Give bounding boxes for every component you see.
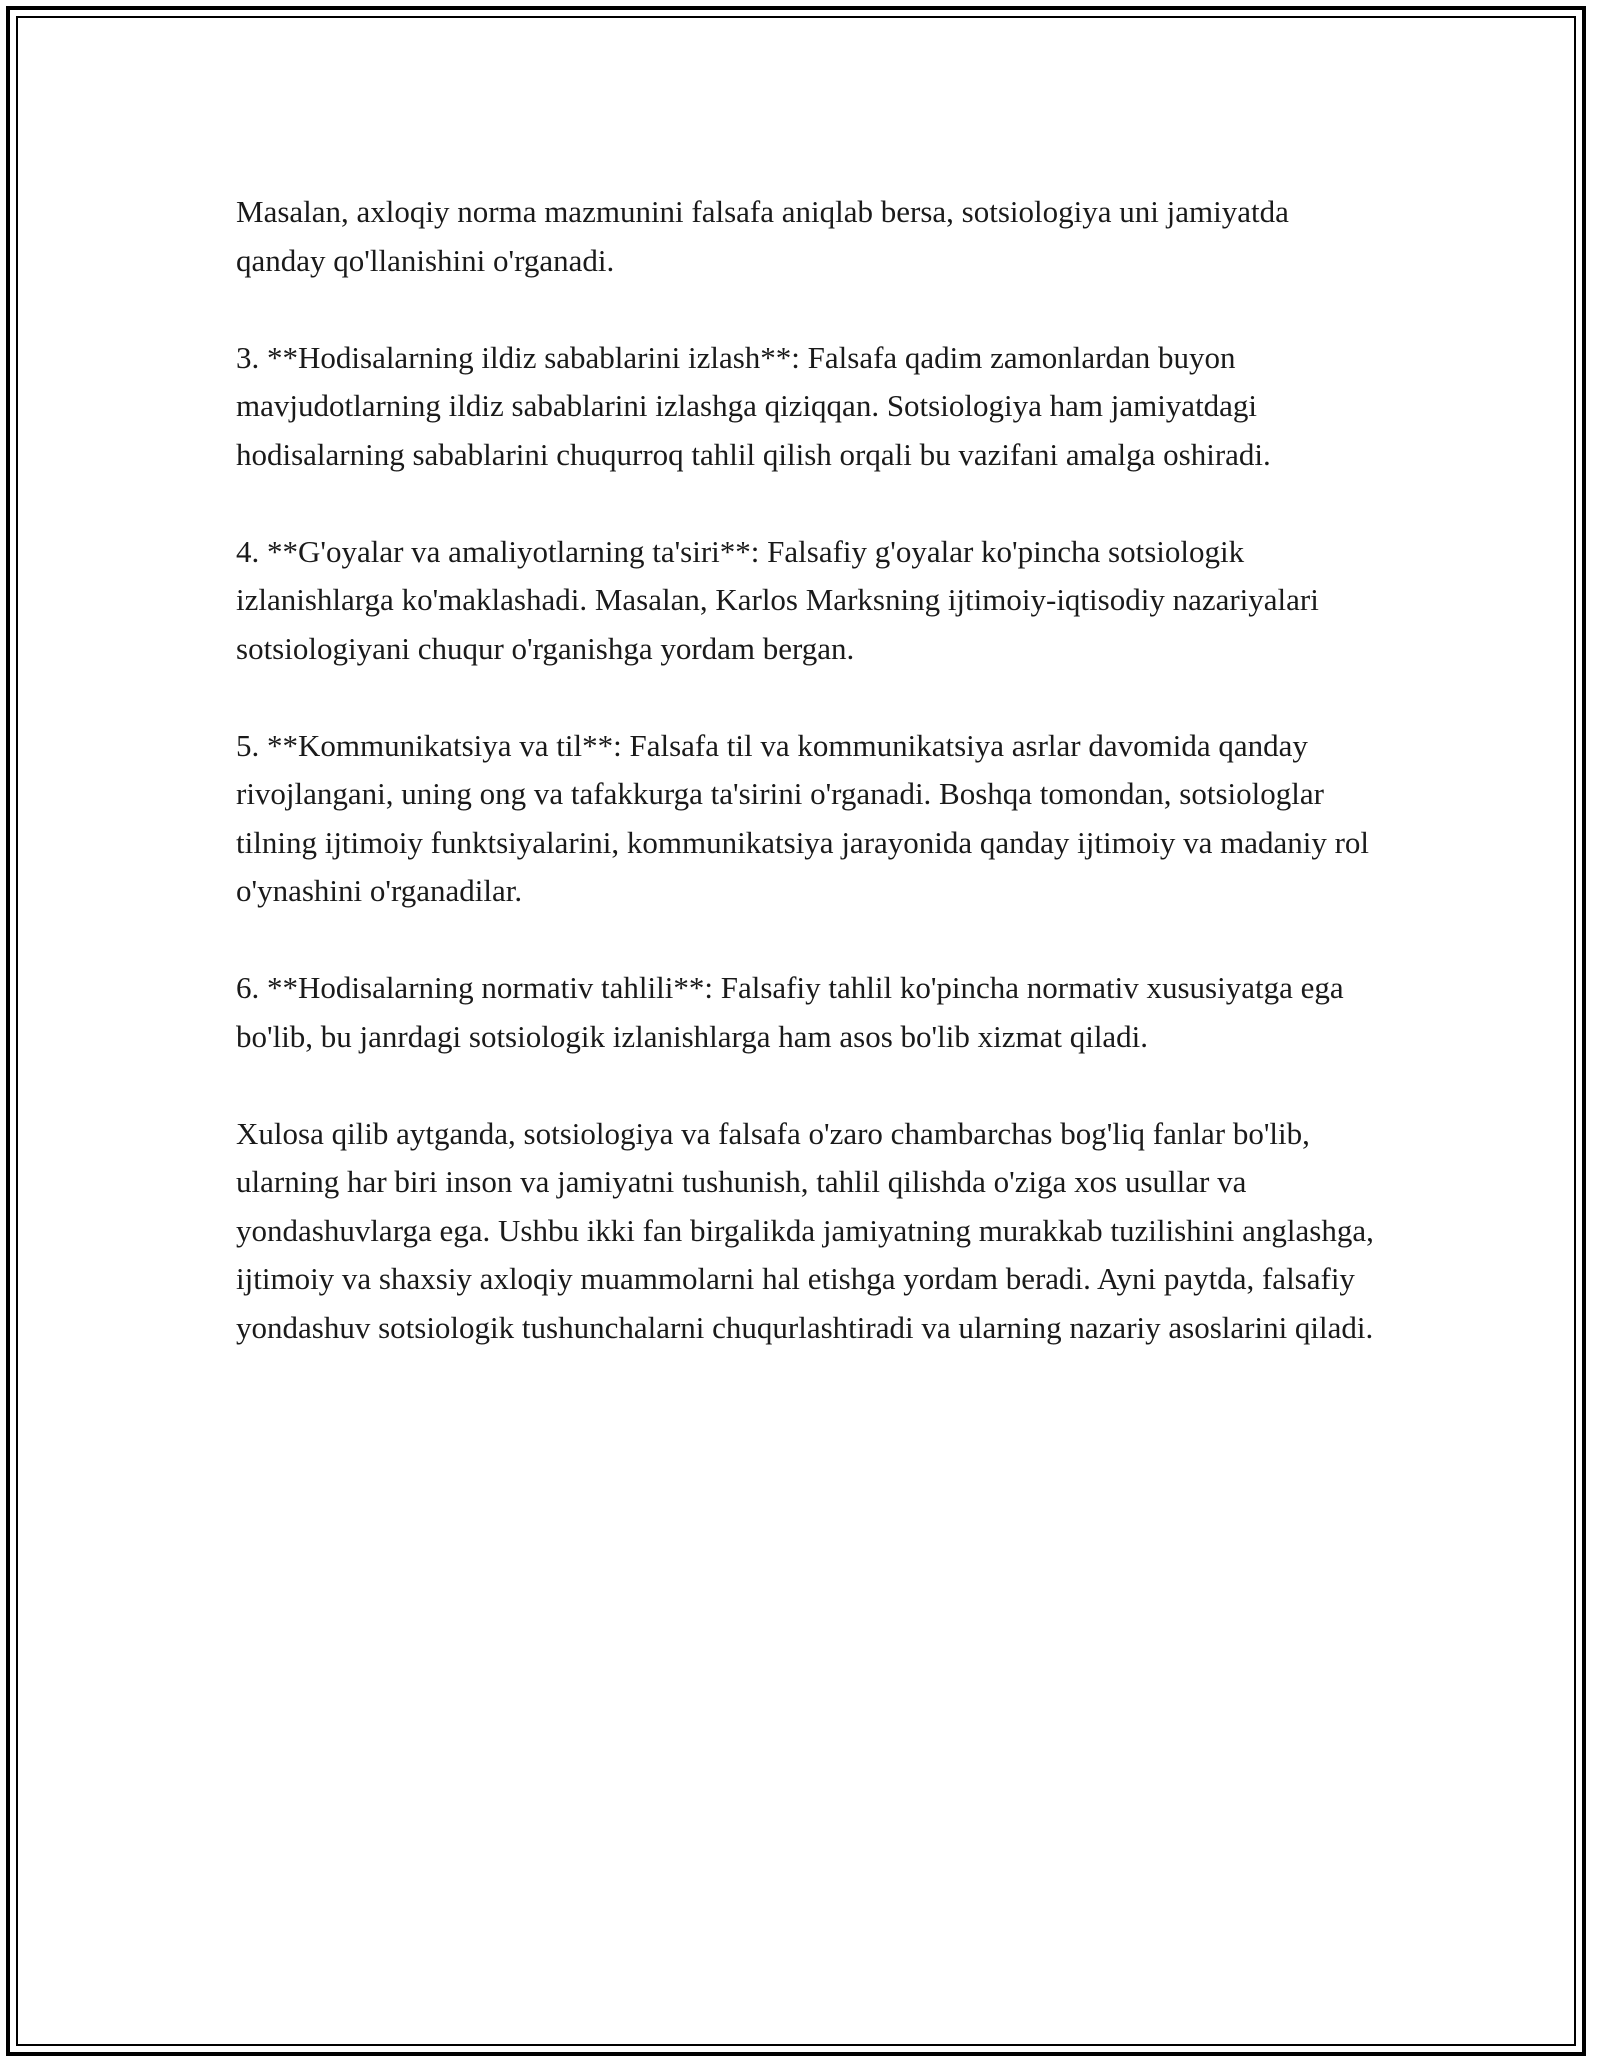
document-body (236, 188, 1386, 1401)
paragraph-conclusion: Xulosa qilib aytganda, sotsiologiya va falsafa o'zaro chambarchas bog'liq fanlar bo'lib, ularning har biri inson va jamiyatni tushunish, tahlil qilishda o'ziga xos usullar va yondashuvlarga ega. Ushbu ikki fan birgalikda jamiyatning murakkab tuzilishini anglashga, ijtimoiy va shaxsiy axloqiy muammolarni hal etishga yordam beradi. Ayni paytda, falsafiy yondashuv sotsiologik tushunchalarni chuqurlashtiradi va ularning nazariy asoslarini qiladi. (236, 1115, 1374, 1345)
paragraph-item-5: 5. **Kommunikatsiya va til**: Falsafa til va kommunikatsiya asrlar davomida qanday rivojlangani, uning ong va tafakkurga ta'sirini o'rganadi. Boshqa tomondan, sotsiologlar tilning ijtimoiy funktsiyalarini, kommunikatsiya jarayonida qanday ijtimoiy va madaniy rol o'ynashini o'rganadilar. (236, 727, 1370, 908)
paragraph-item-4: 4. **G'oyalar va amaliyotlarning ta'siri**: Falsafiy g'oyalar ko'pincha sotsiologik izlanishlarga ko'maklashadi. Masalan, Karlos Marksning ijtimoiy-iqtisodiy nazariyalari sotsiologiyani chuqur o'rganishga yordam bergan. (236, 533, 1319, 666)
paragraph-item-6: 6. **Hodisalarning normativ tahlili**: Falsafiy tahlil ko'pincha normativ xususiyatga ega bo'lib, bu janrdagi sotsiologik izlanishlarga ham asos bo'lib xizmat qiladi. (236, 970, 1344, 1054)
paragraph-item-3: 3. **Hodisalarning ildiz sabablarini izlash**: Falsafa qadim zamonlardan buyon mavjudotlarning ildiz sabablarini izlashga qiziqqan. Sotsiologiya ham jamiyatdagi hodisalarning sabablarini chuqurroq tahlil qilish orqali bu vazifani amalga oshiradi. (236, 339, 1271, 472)
paragraph-intro: Masalan, axloqiy norma mazmunini falsafa aniqlab bersa, sotsiologiya uni jamiyatda qanday qo'llanishini o'rganadi. (236, 194, 1289, 278)
